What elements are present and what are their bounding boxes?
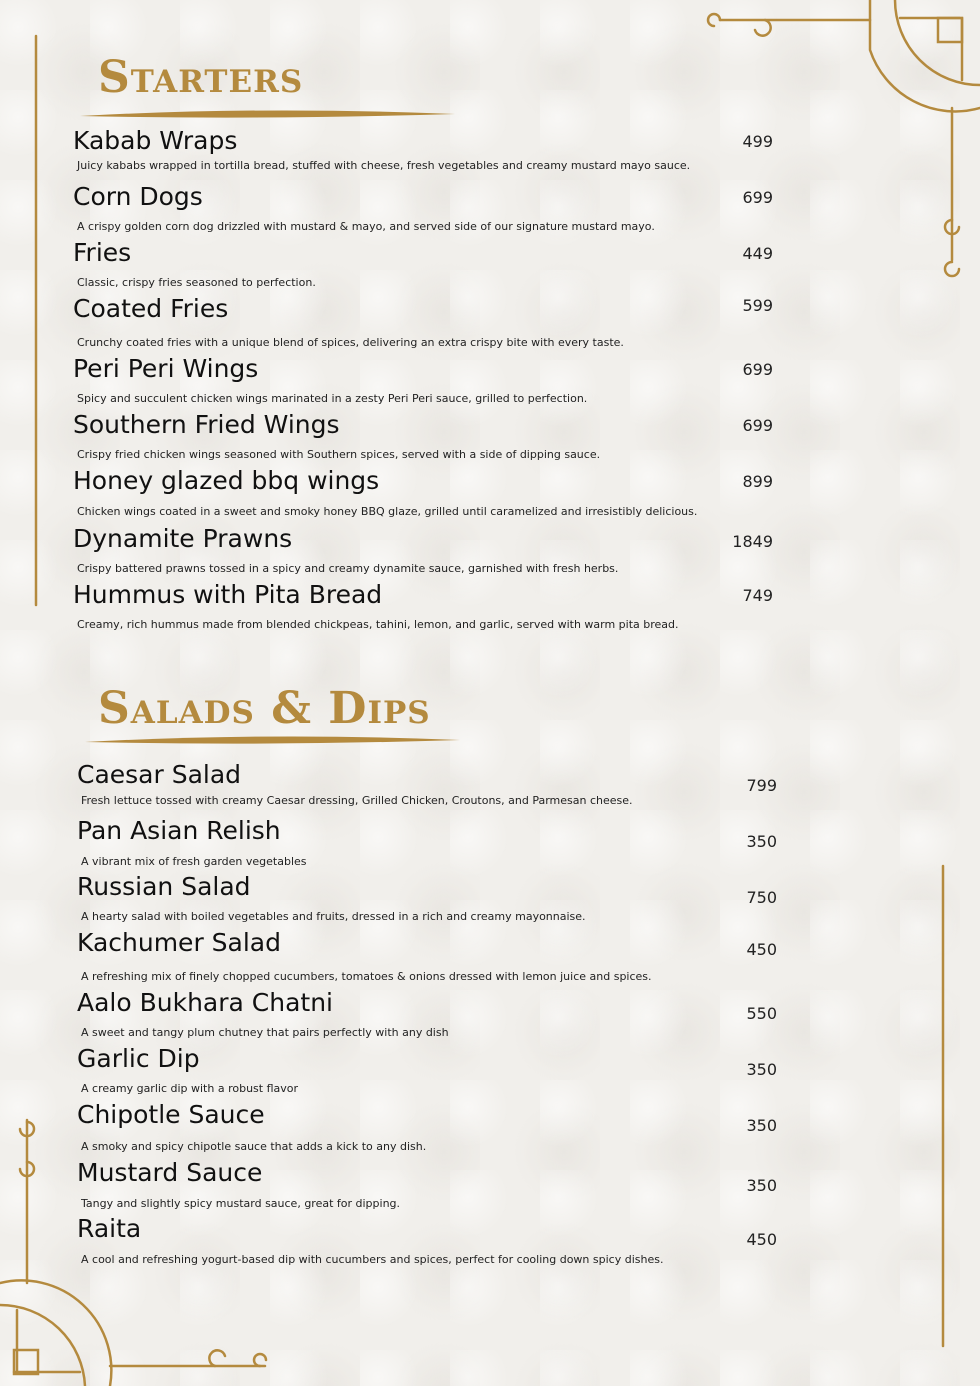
item-name: Coated Fries: [73, 294, 229, 323]
menu-item: [77, 762, 913, 814]
menu-item: [77, 874, 913, 926]
item-description: A hearty salad with boiled vegetables and fruits, dressed in a rich and creamy mayonnaise.: [81, 910, 586, 923]
item-description: A cool and refreshing yogurt-based dip with cucumbers and spices, perfect for cooling down spicy dishes.: [81, 1253, 664, 1266]
item-name: Peri Peri Wings: [73, 354, 259, 383]
item-name: Fries: [73, 238, 132, 267]
item-name: Mustard Sauce: [77, 1158, 263, 1187]
item-name: Kachumer Salad: [77, 928, 281, 957]
menu-item: [77, 1160, 913, 1212]
item-description: Crispy fried chicken wings seasoned with Southern spices, served with a side of dipping sauce.: [77, 448, 601, 461]
menu-item: [73, 526, 913, 578]
item-price: 350: [746, 1176, 777, 1195]
item-price: 450: [746, 940, 777, 959]
menu-item: [73, 240, 913, 290]
item-name: Caesar Salad: [77, 760, 242, 789]
item-price: 750: [746, 888, 777, 907]
item-description: Crispy battered prawns tossed in a spicy and creamy dynamite sauce, garnished with fresh herbs.: [77, 562, 619, 575]
menu-item: [73, 582, 913, 634]
salads-underline: [85, 736, 460, 743]
item-description: A refreshing mix of finely chopped cucumbers, tomatoes & onions dressed with lemon juice and spices.: [81, 970, 652, 983]
item-price: 899: [742, 472, 773, 491]
item-name: Kabab Wraps: [73, 126, 238, 155]
menu-item: [77, 990, 913, 1042]
item-description: A vibrant mix of fresh garden vegetables: [81, 855, 307, 868]
item-name: Pan Asian Relish: [77, 816, 281, 845]
menu-item: [77, 1216, 913, 1268]
item-description: Classic, crispy fries seasoned to perfection.: [77, 276, 316, 289]
item-name: Honey glazed bbq wings: [73, 466, 380, 495]
item-price: 350: [746, 832, 777, 851]
item-description: Chicken wings coated in a sweet and smoky honey BBQ glaze, grilled until caramelized and irresistibly delicious.: [77, 505, 698, 518]
item-price: 550: [746, 1004, 777, 1023]
item-name: Hummus with Pita Bread: [73, 580, 383, 609]
item-price: 350: [746, 1060, 777, 1079]
menu-item: [73, 412, 913, 464]
item-price: 450: [746, 1230, 777, 1249]
item-name: Chipotle Sauce: [77, 1100, 265, 1129]
item-price: 599: [742, 296, 773, 315]
menu-item: [77, 1102, 913, 1156]
item-name: Garlic Dip: [77, 1044, 200, 1073]
item-price: 449: [742, 244, 773, 263]
item-name: Southern Fried Wings: [73, 410, 340, 439]
menu-item: [73, 128, 913, 176]
item-description: A creamy garlic dip with a robust flavor: [81, 1082, 299, 1095]
item-description: A sweet and tangy plum chutney that pairs perfectly with any dish: [81, 1026, 449, 1039]
item-description: Fresh lettuce tossed with creamy Caesar dressing, Grilled Chicken, Croutons, and Parmesan cheese.: [81, 794, 633, 807]
menu-item: [73, 296, 913, 350]
item-description: A crispy golden corn dog drizzled with mustard & mayo, and served side of our signature mustard mayo.: [77, 220, 655, 233]
item-description: Crunchy coated fries with a unique blend of spices, delivering an extra crispy bite with every taste.: [77, 336, 624, 349]
item-name: Russian Salad: [77, 872, 251, 901]
menu-item: [73, 468, 913, 522]
item-description: A smoky and spicy chipotle sauce that adds a kick to any dish.: [81, 1140, 427, 1153]
item-description: Juicy kababs wrapped in tortilla bread, stuffed with cheese, fresh vegetables and creamy mustard mayo sauce.: [77, 159, 691, 172]
item-description: Tangy and slightly spicy mustard sauce, great for dipping.: [81, 1197, 401, 1210]
item-price: 749: [742, 586, 773, 605]
starters-title: Starters: [98, 52, 304, 103]
item-description: Creamy, rich hummus made from blended chickpeas, tahini, lemon, and garlic, served with warm pita bread.: [77, 618, 679, 631]
item-name: Dynamite Prawns: [73, 524, 293, 553]
item-price: 350: [746, 1116, 777, 1135]
item-description: Spicy and succulent chicken wings marinated in a zesty Peri Peri sauce, grilled to perfection.: [77, 392, 588, 405]
item-price: 699: [742, 188, 773, 207]
item-name: Aalo Bukhara Chatni: [77, 988, 334, 1017]
item-name: Corn Dogs: [73, 182, 203, 211]
menu-item: [77, 1046, 913, 1098]
menu-item: [77, 818, 913, 870]
item-price: 799: [746, 776, 777, 795]
starters-underline: [80, 110, 455, 117]
menu-item: [77, 930, 913, 986]
menu-item: [73, 356, 913, 408]
item-price: 499: [742, 132, 773, 151]
item-price: 699: [742, 416, 773, 435]
item-price: 1849: [732, 532, 773, 551]
salads-dips-title: Salads & Dips: [98, 683, 431, 734]
menu-item: [73, 184, 913, 236]
item-price: 699: [742, 360, 773, 379]
item-name: Raita: [77, 1214, 142, 1243]
